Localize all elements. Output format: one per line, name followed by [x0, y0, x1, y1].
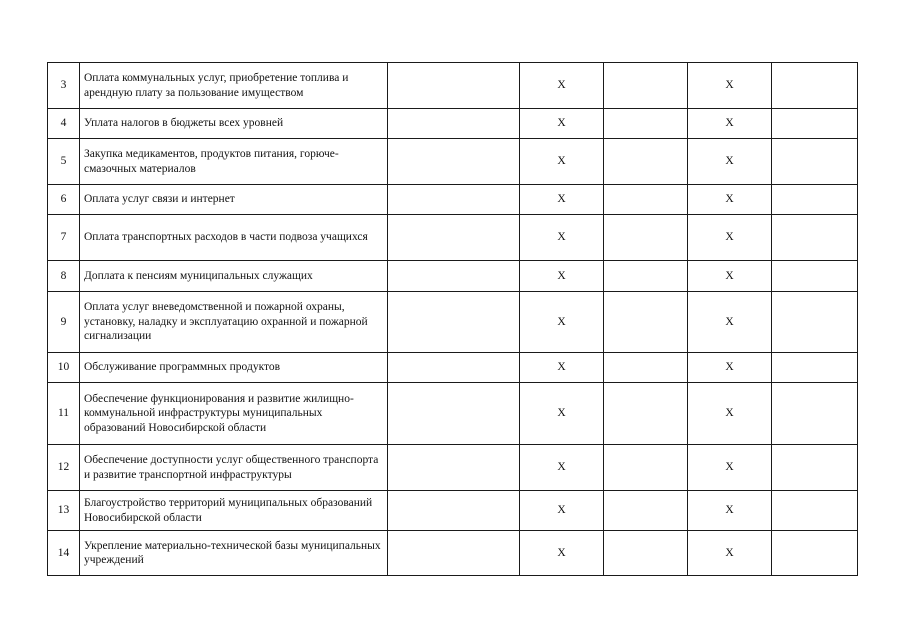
row-number: 10 [48, 353, 80, 383]
table-row [48, 63, 858, 109]
empty-cell [388, 109, 520, 139]
empty-cell [604, 445, 688, 491]
mark-cell: X [688, 445, 772, 491]
empty-cell [772, 491, 858, 531]
mark-cell: X [520, 531, 604, 576]
mark-cell: X [520, 491, 604, 531]
empty-cell [388, 531, 520, 576]
row-description: Обеспечение функционирования и развитие жилищно-коммунальной инфраструктуры муниципальных образований Новосибирской области [80, 383, 388, 445]
empty-cell [604, 185, 688, 215]
table-row [48, 215, 858, 261]
empty-cell [388, 292, 520, 353]
empty-cell [388, 215, 520, 261]
empty-cell [604, 383, 688, 445]
row-number: 7 [48, 215, 80, 261]
mark-cell: X [688, 185, 772, 215]
table-row [48, 185, 858, 215]
empty-cell [388, 139, 520, 185]
row-description: Укрепление материально-технической базы муниципальных учреждений [80, 531, 388, 576]
mark-cell: X [688, 63, 772, 109]
table-row [48, 353, 858, 383]
mark-cell: X [520, 292, 604, 353]
mark-cell: X [520, 63, 604, 109]
row-description: Обслуживание программных продуктов [80, 353, 388, 383]
row-number: 13 [48, 491, 80, 531]
table-row [48, 109, 858, 139]
table-row [48, 383, 858, 445]
mark-cell: X [520, 383, 604, 445]
document-page [47, 62, 857, 576]
row-number: 6 [48, 185, 80, 215]
empty-cell [772, 445, 858, 491]
row-description: Благоустройство территорий муниципальных образований Новосибирской области [80, 491, 388, 531]
row-number: 4 [48, 109, 80, 139]
empty-cell [604, 292, 688, 353]
mark-cell: X [688, 353, 772, 383]
table-row [48, 531, 858, 576]
empty-cell [772, 383, 858, 445]
mark-cell: X [520, 185, 604, 215]
mark-cell: X [688, 383, 772, 445]
row-description: Обеспечение доступности услуг общественного транспорта и развитие транспортной инфраструктуры [80, 445, 388, 491]
row-description: Доплата к пенсиям муниципальных служащих [80, 261, 388, 292]
empty-cell [772, 185, 858, 215]
table-row [48, 491, 858, 531]
empty-cell [388, 353, 520, 383]
table-row [48, 445, 858, 491]
mark-cell: X [688, 261, 772, 292]
empty-cell [388, 445, 520, 491]
empty-cell [772, 215, 858, 261]
table-row [48, 139, 858, 185]
empty-cell [772, 261, 858, 292]
mark-cell: X [688, 531, 772, 576]
mark-cell: X [688, 109, 772, 139]
mark-cell: X [688, 491, 772, 531]
mark-cell: X [520, 261, 604, 292]
row-number: 3 [48, 63, 80, 109]
empty-cell [388, 491, 520, 531]
table-row [48, 292, 858, 353]
empty-cell [604, 353, 688, 383]
row-description: Оплата услуг вневедомственной и пожарной охраны, установку, наладку и эксплуатацию охранной и пожарной сигнализации [80, 292, 388, 353]
empty-cell [604, 63, 688, 109]
empty-cell [772, 109, 858, 139]
row-description: Уплата налогов в бюджеты всех уровней [80, 109, 388, 139]
empty-cell [388, 185, 520, 215]
mark-cell: X [688, 292, 772, 353]
empty-cell [604, 139, 688, 185]
row-description: Оплата коммунальных услуг, приобретение топлива и арендную плату за пользование имуществом [80, 63, 388, 109]
empty-cell [388, 63, 520, 109]
row-number: 14 [48, 531, 80, 576]
mark-cell: X [520, 109, 604, 139]
empty-cell [604, 215, 688, 261]
row-description: Оплата транспортных расходов в части подвоза учащихся [80, 215, 388, 261]
empty-cell [772, 353, 858, 383]
table-row [48, 261, 858, 292]
row-description: Оплата услуг связи и интернет [80, 185, 388, 215]
row-number: 11 [48, 383, 80, 445]
mark-cell: X [688, 139, 772, 185]
mark-cell: X [688, 215, 772, 261]
mark-cell: X [520, 215, 604, 261]
empty-cell [772, 531, 858, 576]
row-number: 5 [48, 139, 80, 185]
row-description: Закупка медикаментов, продуктов питания, горюче-смазочных материалов [80, 139, 388, 185]
expenditure-table [47, 62, 858, 576]
empty-cell [604, 109, 688, 139]
empty-cell [604, 261, 688, 292]
empty-cell [772, 292, 858, 353]
empty-cell [772, 63, 858, 109]
empty-cell [388, 261, 520, 292]
mark-cell: X [520, 353, 604, 383]
row-number: 9 [48, 292, 80, 353]
empty-cell [604, 491, 688, 531]
empty-cell [604, 531, 688, 576]
empty-cell [388, 383, 520, 445]
row-number: 8 [48, 261, 80, 292]
empty-cell [772, 139, 858, 185]
row-number: 12 [48, 445, 80, 491]
mark-cell: X [520, 445, 604, 491]
mark-cell: X [520, 139, 604, 185]
